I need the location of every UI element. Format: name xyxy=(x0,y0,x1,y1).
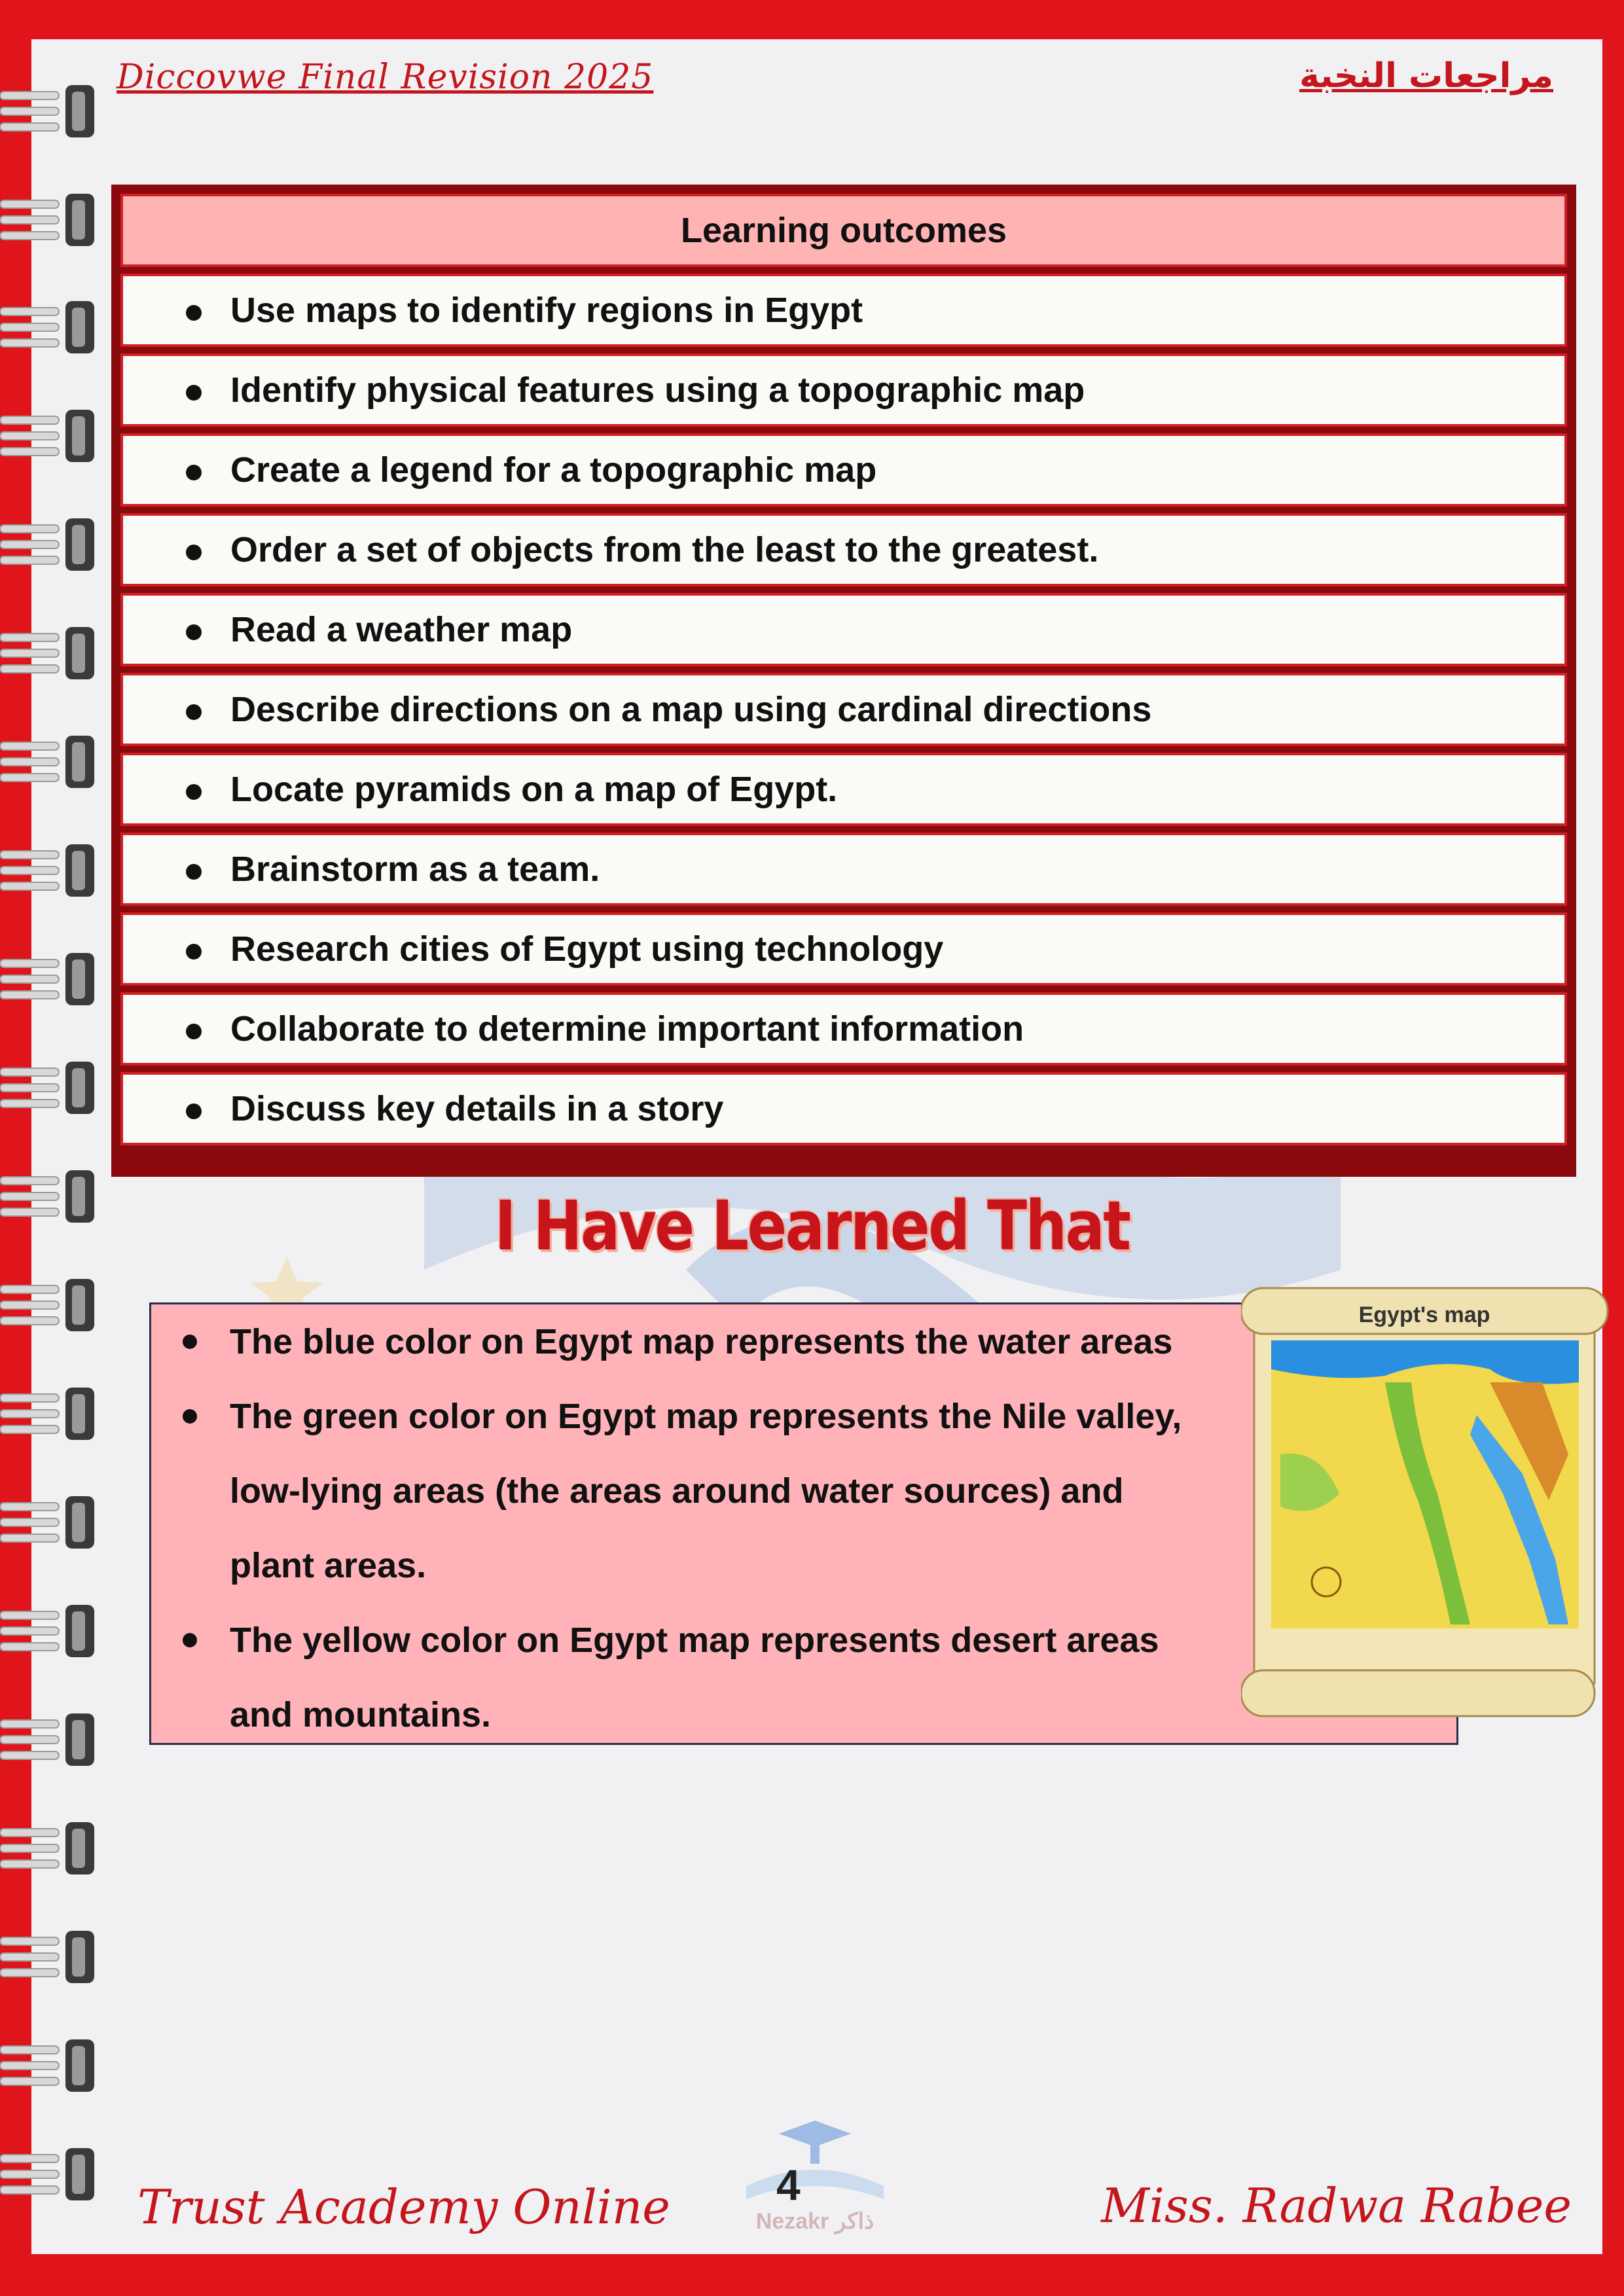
outcome-text: Describe directions on a map using cardinal directions xyxy=(230,690,1152,729)
learning-outcomes-header xyxy=(120,194,1567,267)
outcome-row xyxy=(120,753,1567,826)
outcome-row xyxy=(120,353,1567,427)
outcome-text: Locate pyramids on a map of Egypt. xyxy=(230,770,838,809)
outcome-row xyxy=(120,673,1567,746)
footer-left-text: Trust Academy Online xyxy=(137,2179,670,2234)
learned-line: low-lying areas (the areas around water sources) and xyxy=(230,1471,1124,1511)
outcome-text: Create a legend for a topographic map xyxy=(230,450,877,490)
outcome-row xyxy=(120,513,1567,586)
outcome-row xyxy=(120,992,1567,1066)
outcome-row xyxy=(120,593,1567,666)
spiral-binding xyxy=(0,0,105,2296)
outcome-text: Order a set of objects from the least to the greatest. xyxy=(230,530,1099,569)
bullet-icon xyxy=(186,465,202,480)
learned-line: The green color on Egypt map represents the Nile valley, xyxy=(230,1397,1182,1436)
outcome-text: Research cities of Egypt using technology xyxy=(230,929,944,969)
bullet-icon xyxy=(186,1024,202,1039)
map-label: Egypt's map xyxy=(1358,1302,1490,1327)
outcome-text: Brainstorm as a team. xyxy=(230,850,600,889)
bullet-icon xyxy=(186,704,202,720)
bullet-icon xyxy=(186,305,202,321)
outcome-row xyxy=(120,433,1567,507)
outcome-row xyxy=(120,1072,1567,1145)
bullet-icon xyxy=(183,1409,197,1424)
learned-line: The yellow color on Egypt map represents desert areas xyxy=(230,1621,1159,1660)
outcome-text: Collaborate to determine important information xyxy=(230,1009,1024,1049)
egypt-map-scroll xyxy=(1241,1284,1617,1727)
outcome-text: Discuss key details in a story xyxy=(230,1089,724,1128)
bullet-icon xyxy=(186,545,202,560)
learned-title: I Have Learned That xyxy=(494,1186,1130,1266)
bullet-icon xyxy=(186,385,202,401)
learned-line: The blue color on Egypt map represents the water areas xyxy=(230,1322,1173,1361)
nezakr-logo xyxy=(720,2108,910,2238)
outcome-row xyxy=(120,833,1567,906)
nezakr-logo-text: Nezakr ذاكر xyxy=(755,2209,875,2234)
learning-outcomes-title: Learning outcomes xyxy=(680,211,1007,250)
bullet-icon xyxy=(186,624,202,640)
header-right-title: مراجعات النخبة xyxy=(1299,56,1553,96)
learning-outcomes-table xyxy=(111,185,1576,1177)
outcome-row xyxy=(120,912,1567,986)
bullet-icon xyxy=(183,1335,197,1349)
bullet-icon xyxy=(186,944,202,960)
outcome-text: Identify physical features using a topographic map xyxy=(230,370,1085,410)
learned-line: plant areas. xyxy=(230,1546,427,1585)
footer-right-text: Miss. Radwa Rabee xyxy=(1101,2178,1572,2233)
learned-line: and mountains. xyxy=(230,1695,492,1734)
page-number: 4 xyxy=(776,2161,801,2209)
header-left-title: Diccovwe Final Revision 2025 xyxy=(117,58,654,97)
bullet-icon xyxy=(186,1103,202,1119)
outcome-text: Read a weather map xyxy=(230,610,573,649)
outcome-text: Use maps to identify regions in Egypt xyxy=(230,291,863,330)
bullet-icon xyxy=(186,864,202,880)
bullet-icon xyxy=(186,784,202,800)
bullet-icon xyxy=(183,1633,197,1647)
outcome-row xyxy=(120,274,1567,347)
